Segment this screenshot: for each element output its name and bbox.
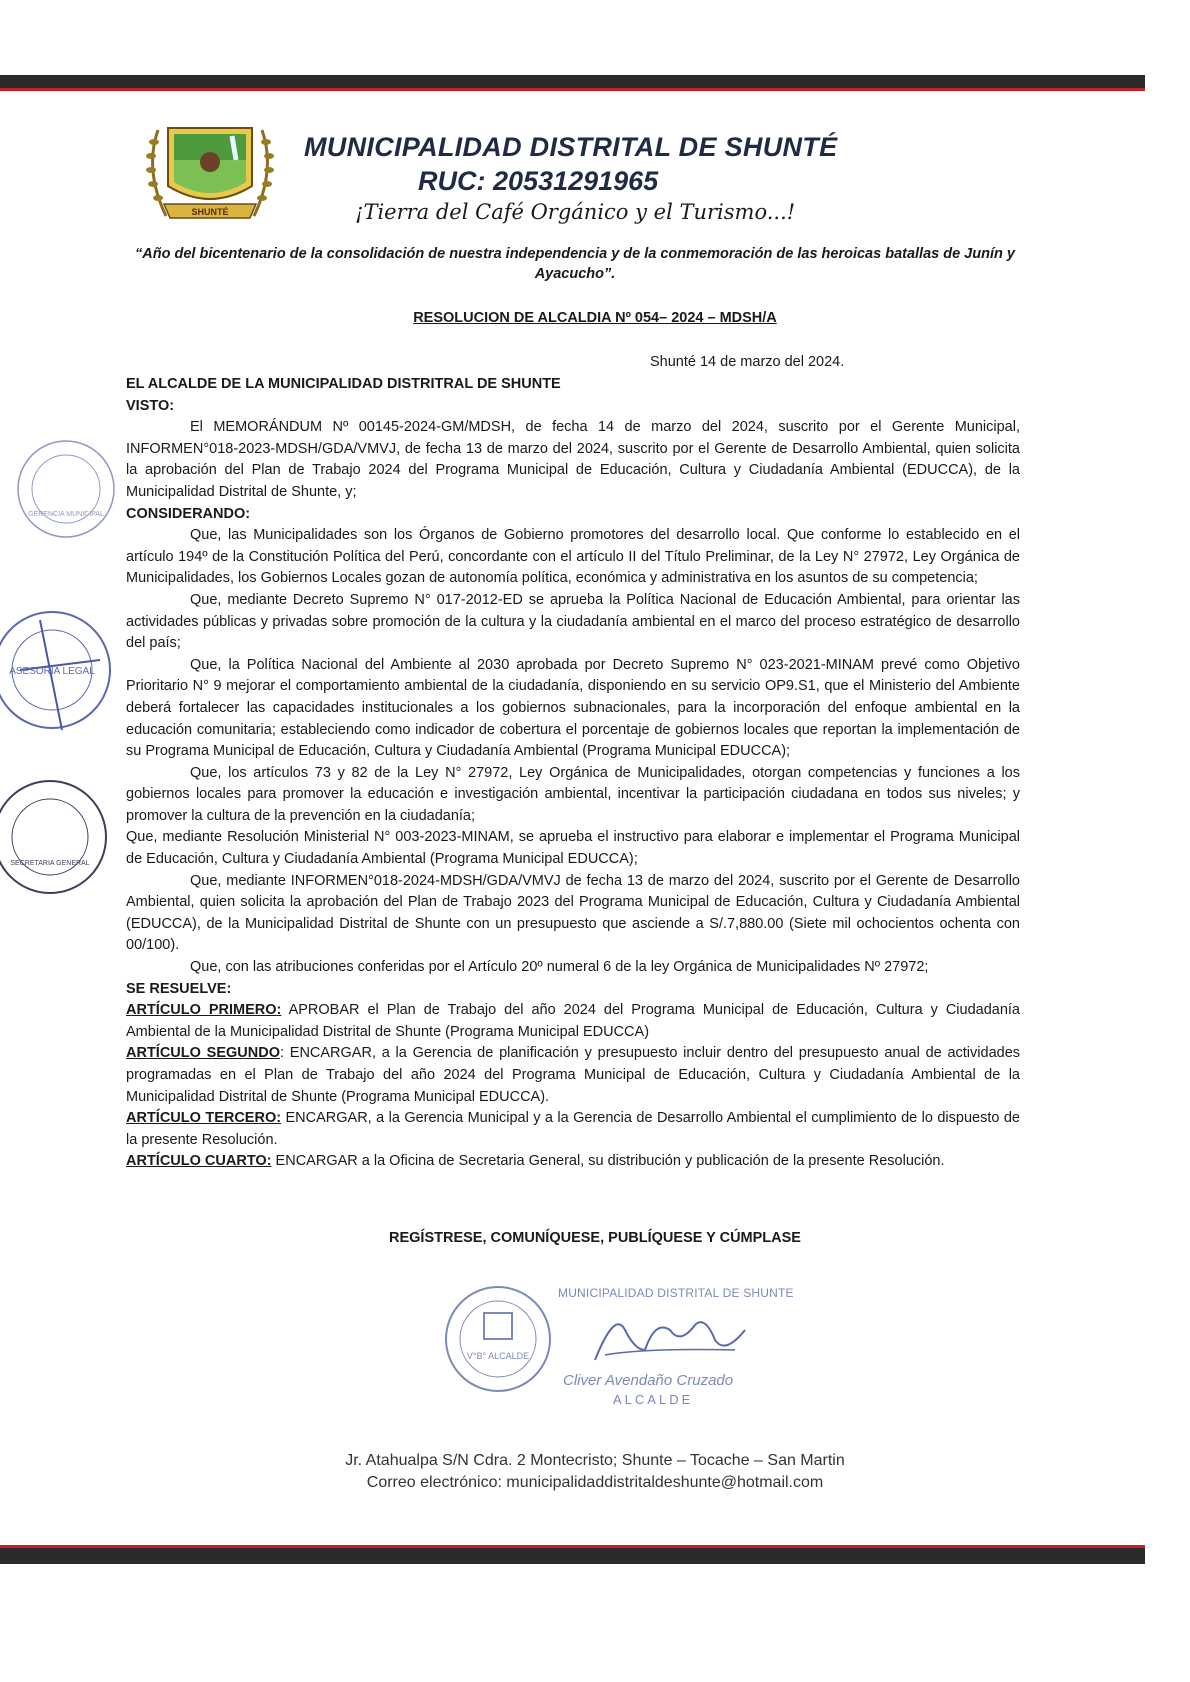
place-date: Shunté 14 de marzo del 2024. — [650, 354, 845, 370]
considerando-paragraph-2: Que, mediante Decreto Supremo N° 017-2012-ED se aprueba la Política Nacional de Educación Ambiental, para orientar las actividades públicas y privadas sobre promoción de la cultura y la ciudadanía ambiental en el marco del proceso estratégico de desarrollo del país; — [126, 591, 1020, 652]
visto-paragraph: El MEMORÁNDUM Nº 00145-2024-GM/MDSH, de fecha 14 de marzo del 2024, suscrito por el Gerente Municipal, INFORMEN°018-2023-MDSH/GDA/VMVJ, de fecha 13 de marzo del 2024, suscrito por el Gerente de Desarrollo Ambiental, quien solicita la aprobación del Plan de Trabajo 2024 del Programa Municipal de Educación, Cultura y Ciudadanía Ambiental (EDUCCA), de la Municipalidad Distrital de Shunte, y; — [126, 419, 1020, 500]
signatory-role: ALCALDE — [613, 1392, 694, 1407]
footer-address: Jr. Atahualpa S/N Cdra. 2 Montecristo; Shunte – Tocache – San Martin — [345, 1452, 845, 1469]
municipal-crest-logo — [140, 120, 280, 228]
article-1-text: APROBAR el Plan de Trabajo del año 2024 del Programa Municipal de Educación, Cultura y Ciudadanía Ambiental de la Municipalidad Distrital de Shunte (Programa Municipal EDUCCA) — [126, 1002, 1020, 1040]
considerando-paragraph-5: Que, mediante Resolución Ministerial N° 003-2023-MINAM, se aprueba el instructivo para elaborar e implementar el Programa Municipal de Educación, Cultura y Ciudadanía Ambiental (Programa Municipal EDUCCA); — [126, 829, 1020, 868]
resolution-title: RESOLUCION DE ALCALDIA Nº 054– 2024 – MDSH/A — [413, 310, 777, 326]
alcalde-stamp-text: V°B° ALCALDE — [466, 1351, 530, 1361]
article-4-text: ENCARGAR a la Oficina de Secretaria General, su distribución y publicación de la presente Resolución. — [271, 1153, 945, 1170]
article-4 — [126, 1151, 1020, 1173]
footer-bar-dark — [0, 1548, 1145, 1564]
gerencia-municipal-stamp — [14, 432, 119, 547]
considerando-paragraph-3: Que, la Política Nacional del Ambiente al 2030 aprobada por Decreto Supremo N° 023-2021-MINAM prevé como Objetivo Prioritario N° 9 mejorar el comportamiento ambiental de la ciudadanía, disponiendo en su servicio OP9.S1, que el Ministerio del Ambiente deberá fortalecer las capacidades institucionales a los gobiernos subnacionales, para la incorporación del enfoque ambiental en la educación comunitaria; estableciendo como indicador de cobertura el porcentaje de gobiernos locales que reportan la implementación de su Programa Municipal de Educación, Cultura y Ciudadanía Ambiental (Programa Municipal EDUCCA); — [126, 656, 1020, 760]
authority-heading: EL ALCALDE DE LA MUNICIPALIDAD DISTRITRAL DE SHUNTE — [126, 376, 561, 392]
handwritten-signature — [585, 1300, 755, 1375]
article-1 — [126, 1000, 1020, 1043]
signature-municipality: MUNICIPALIDAD DISTRITAL DE SHUNTE — [558, 1286, 794, 1300]
article-2-label: ARTÍCULO SEGUNDO — [126, 1045, 280, 1062]
signatory-name: Cliver Avendaño Cruzado — [563, 1372, 734, 1389]
asesoria-stamp-text: ASESORÍA LEGAL — [9, 666, 95, 677]
secretaria-stamp-text: SECRETARIA GENERAL — [10, 860, 90, 867]
article-2 — [126, 1043, 1020, 1108]
secretaria-general-stamp — [0, 775, 112, 900]
municipality-title: MUNICIPALIDAD DISTRITAL DE SHUNTÉ — [304, 132, 838, 162]
considerando-label: CONSIDERANDO: — [126, 505, 251, 522]
article-3-label: ARTÍCULO TERCERO: — [126, 1110, 282, 1127]
article-2-text: : ENCARGAR, a la Gerencia de planificación y presupuesto incluir dentro del presupuesto anual de actividades programadas en el Plan de Trabajo del año 2024 del Programa Municipal de Educación, Cultura y Ciudadanía Ambiental de la Municipalidad Distrital de Shunte (Programa Municipal EDUCCA). — [126, 1045, 1021, 1105]
gerencia-stamp-text: GERENCIA MUNICIPAL — [28, 511, 104, 518]
header-bar-dark — [0, 75, 1145, 88]
considerando-paragraph-4: Que, los artículos 73 y 82 de la Ley N° 27972, Ley Orgánica de Municipalidades, otorgan competencias y funciones a los gobiernos locales para promover la educación e investigación ambiental, incentivar la participación ciudadana en todos sus niveles; y promover la cultura de la prevención en la ciudadanía; — [126, 764, 1020, 824]
header-bar-red — [0, 88, 1145, 91]
article-1-label: ARTÍCULO PRIMERO: — [126, 1002, 282, 1019]
considerando-paragraph-6: Que, mediante INFORMEN°018-2024-MDSH/GDA/VMVJ de fecha 13 de marzo del 2024, suscrito por el Gerente de Desarrollo Ambiental, quien solicita la aprobación del Plan de Trabajo 2023 del Programa Municipal de Educación, Cultura y Ciudadanía Ambiental (EDUCCA), de la Municipalidad Distrital de Shunte con un presupuesto que asciende a S/.7,880.00 (Siete mil ochocientos ochenta con 00/100). — [126, 872, 1020, 954]
article-3 — [126, 1108, 1020, 1151]
visto-label: VISTO: — [126, 397, 175, 414]
footer-email: Correo electrónico: municipalidaddistritaldeshunte@hotmail.com — [366, 1474, 824, 1491]
year-motto: “Año del bicentenario de la consolidación de nuestra independencia y de la conmemoración de las heroicas batallas de Junín y Ayacucho”. — [135, 246, 1015, 282]
resolution-body — [126, 374, 1020, 1173]
considerando-paragraph-1: Que, las Municipalidades son los Órganos de Gobierno promotores del desarrollo local. Que conforme lo establecido en el artículo 194º de la Constitución Política del Perú, concordante con el artículo II del Título Preliminar, de la Ley N° 27972, Ley Orgánica de Municipalidades, los Gobiernos Locales gozan de autonomía política, económica y administrativa en los asuntos de su competencia; — [126, 527, 1020, 587]
article-4-label: ARTÍCULO CUARTO: — [126, 1153, 272, 1170]
alcalde-seal-stamp — [442, 1283, 554, 1395]
closing-formula: REGÍSTRESE, COMUNÍQUESE, PUBLÍQUESE Y CÚMPLASE — [389, 1230, 801, 1246]
logo-label: SHUNTÉ — [191, 207, 229, 217]
resuelve-label: SE RESUELVE: — [126, 980, 232, 997]
asesoria-legal-stamp — [0, 600, 122, 740]
municipal-slogan: ¡Tierra del Café Orgánico y el Turismo...! — [355, 200, 796, 224]
article-3-text: ENCARGAR, a la Gerencia Municipal y a la Gerencia de Desarrollo Ambiental el cumplimiento de lo dispuesto de la presente Resolución. — [126, 1110, 1020, 1148]
considerando-paragraph-7: Que, con las atribuciones conferidas por el Artículo 20º numeral 6 de la ley Orgánica de Municipalidades Nº 27972; — [190, 959, 929, 976]
ruc-number: RUC: 20531291965 — [418, 166, 659, 196]
